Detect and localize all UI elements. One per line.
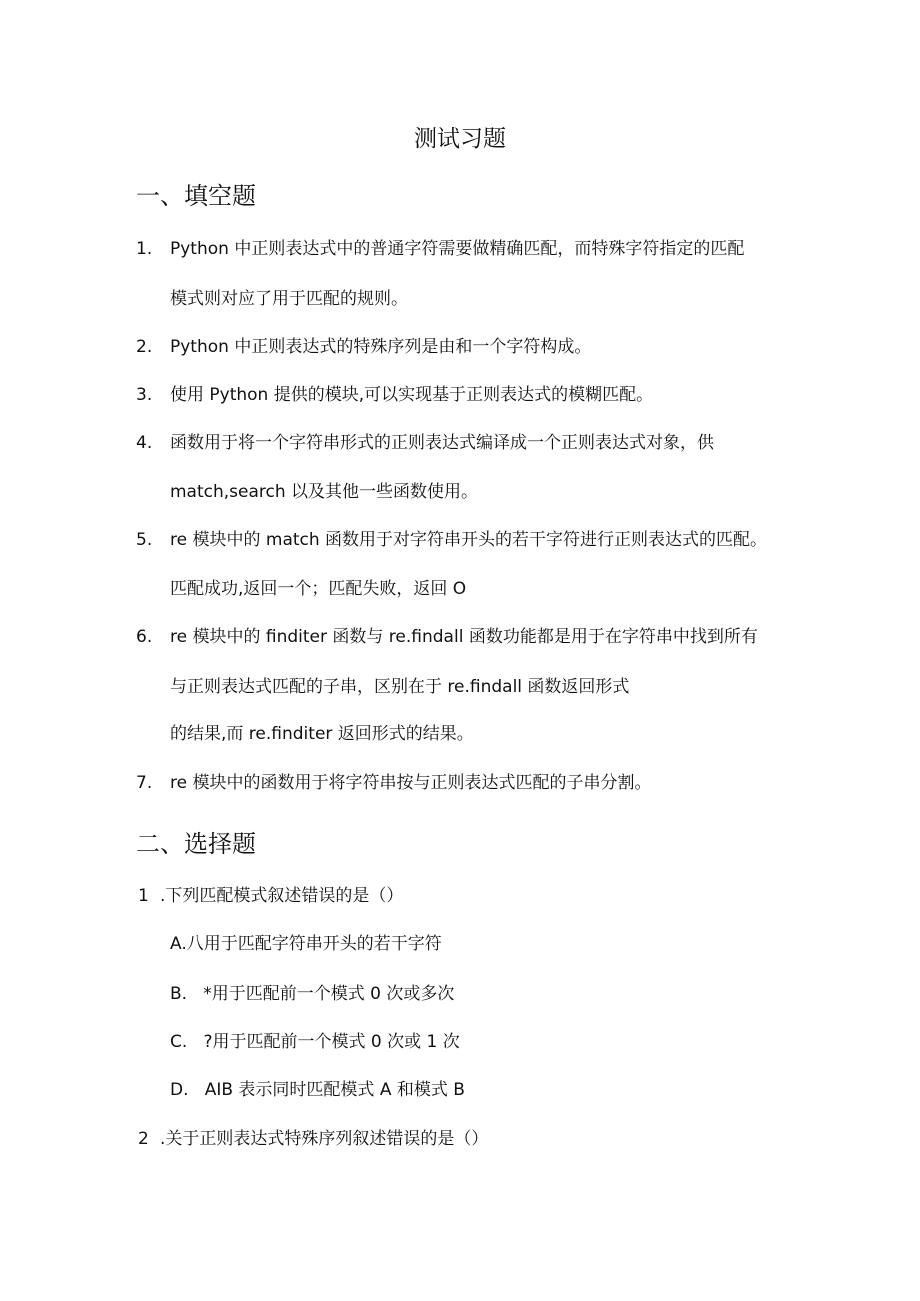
item-text-line: Python 中正则表达式中的普通字符需要做精确匹配，而特殊字符指定的匹配 xyxy=(170,239,745,259)
question-stem: .下列匹配模式叙述错误的是（） xyxy=(160,886,404,906)
question-number: 2 xyxy=(138,1129,149,1149)
item-text-line: 模式则对应了用于匹配的规则。 xyxy=(170,289,408,309)
item-text-line: 的结果,而 re.finditer 返回形式的结果。 xyxy=(170,724,474,744)
page-title: 测试习题 xyxy=(414,126,506,152)
section-heading-fill-blank: 一、填空题 xyxy=(136,182,256,210)
option-a: A.八用于匹配字符串开头的若干字符 xyxy=(170,934,442,954)
item-number: 1. xyxy=(136,239,153,259)
question-stem: .关于正则表达式特殊序列叙述错误的是（） xyxy=(160,1129,489,1149)
item-number: 5. xyxy=(136,530,153,550)
item-number: 4. xyxy=(136,433,153,453)
item-text-line: match,search 以及其他一些函数使用。 xyxy=(170,482,479,502)
item-text-line: 匹配成功,返回一个；匹配失败，返回 O xyxy=(170,579,467,599)
option-b: B. *用于匹配前一个模式 0 次或多次 xyxy=(170,984,455,1004)
item-text-line: re 模块中的 finditer 函数与 re.findall 函数功能都是用于在字符串中找到所有 xyxy=(170,627,758,647)
item-text-line: 函数用于将一个字符串形式的正则表达式编译成一个正则表达式对象，供 xyxy=(170,433,714,453)
item-number: 6. xyxy=(136,627,153,647)
item-text-line: re 模块中的 match 函数用于对字符串开头的若干字符进行正则表达式的匹配。 xyxy=(170,530,768,550)
item-text-line: 与正则表达式匹配的子串，区别在于 re.findall 函数返回形式 xyxy=(170,677,630,697)
item-text-line: Python 中正则表达式的特殊序列是由和一个字符构成。 xyxy=(170,337,592,357)
item-text-line: 使用 Python 提供的模块,可以实现基于正则表达式的模糊匹配。 xyxy=(170,385,654,405)
item-text-line: re 模块中的函数用于将字符串按与正则表达式匹配的子串分割。 xyxy=(170,773,652,793)
item-number: 2. xyxy=(136,337,153,357)
option-d: D. AIB 表示同时匹配模式 A 和模式 B xyxy=(170,1080,465,1100)
option-c: C. ?用于匹配前一个模式 0 次或 1 次 xyxy=(170,1032,460,1052)
item-number: 3. xyxy=(136,385,153,405)
question-number: 1 xyxy=(138,886,149,906)
item-number: 7. xyxy=(136,773,153,793)
section-heading-multiple-choice: 二、选择题 xyxy=(136,830,256,858)
